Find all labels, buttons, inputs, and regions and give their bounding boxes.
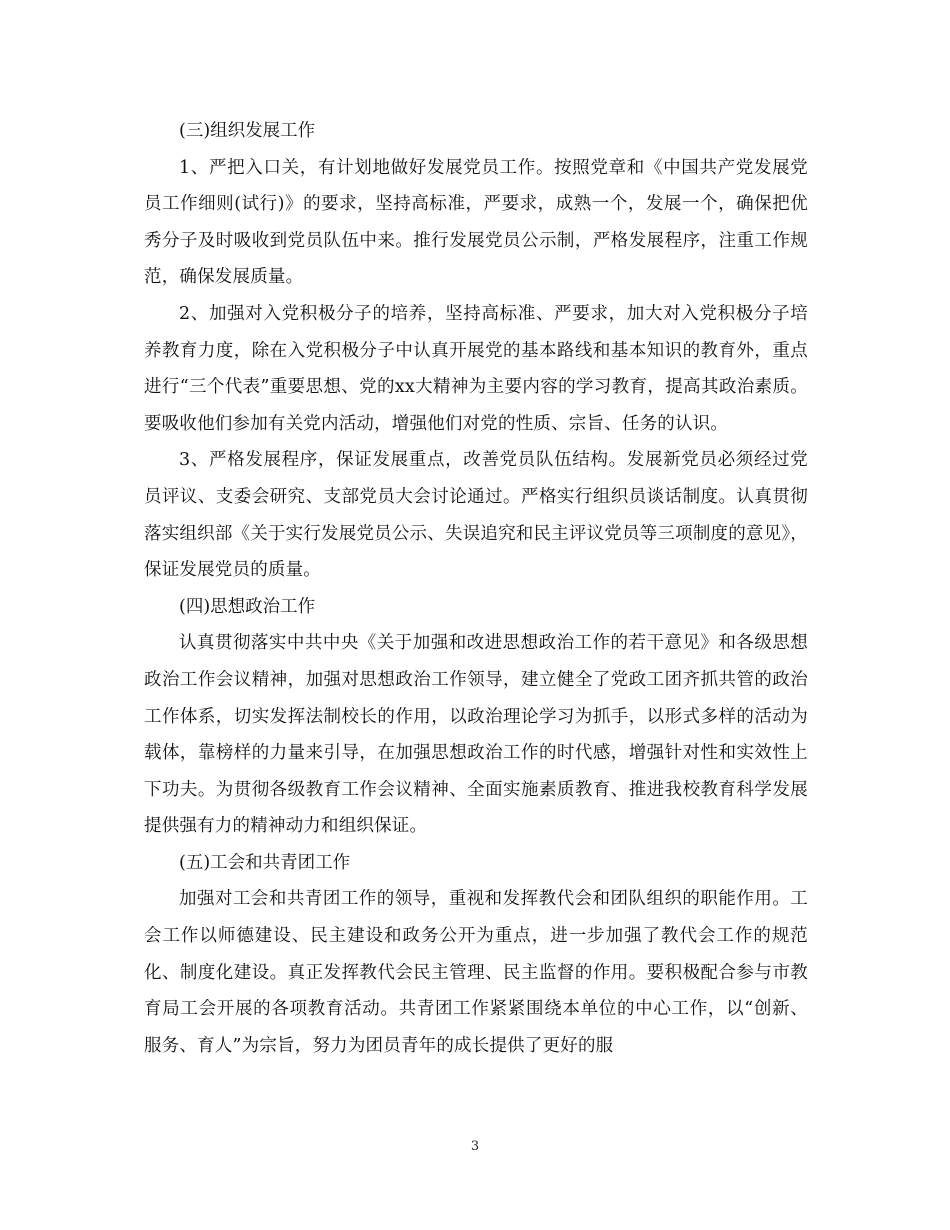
- section-heading-3: (三)组织发展工作: [179, 121, 316, 141]
- section-heading-5: (五)工会和共青团工作: [179, 852, 351, 873]
- paragraph-3: 3、严格发展程序，保证发展重点，改善党员队伍结构。发展新党员必须经过党员评议、支委会研究、支部党员大会讨论通过。严格实行组织员谈话制度。认真贯彻落实组织部《关于实行发展党员公示、失误追究和民主评议党员等三项制度的意见》，保证发展党员的质量。: [144, 450, 808, 581]
- paragraph-2: 2、加强对入党积极分子的培养，坚持高标准、严要求，加大对入党积极分子培养教育力度，除在入党积极分子中认真开展党的基本路线和基本知识的教育外，重点进行“三个代表”重要思想、党的xx大精神为主要内容的学习教育，提高其政治素质。要吸收他们参加有关党内活动，增强他们对党的性质、宗旨、任务的认识。: [144, 303, 808, 434]
- document-body: [144, 113, 808, 1064]
- section-heading-4: (四)思想政治工作: [179, 596, 316, 617]
- page-number: 3: [470, 1139, 480, 1154]
- paragraph-4: 认真贯彻落实中共中央《关于加强和改进思想政治工作的若干意见》和各级思想政治工作会议精神，加强对思想政治工作领导，建立健全了党政工团齐抓共管的政治工作体系，切实发挥法制校长的作用，以政治理论学习为抓手，以形式多样的活动为载体，靠榜样的力量来引导，在加强思想政治工作的时代感，增强针对性和实效性上下功夫。为贯彻各级教育工作会议精神、全面实施素质教育、推进我校教育科学发展提供强有力的精神动力和组织保证。: [144, 633, 808, 837]
- paragraph-5: 加强对工会和共青团工作的领导，重视和发挥教代会和团队组织的职能作用。工会工作以师德建设、民主建设和政务公开为重点，进一步加强了教代会工作的规范化、制度化建设。真正发挥教代会民主管理、民主监督的作用。要积极配合参与市教育局工会开展的各项教育活动。共青团工作紧紧围绕本单位的中心工作，以“创新、服务、育人”为宗旨，努力为团员青年的成长提供了更好的服: [144, 889, 808, 1056]
- paragraph-1: 1、严把入口关，有计划地做好发展党员工作。按照党章和《中国共产党发展党员工作细则(试行)》的要求，坚持高标准，严要求，成熟一个，发展一个，确保把优秀分子及时吸收到党员队伍中来。推行发展党员公示制，严格发展程序，注重工作规范，确保发展质量。: [144, 157, 808, 288]
